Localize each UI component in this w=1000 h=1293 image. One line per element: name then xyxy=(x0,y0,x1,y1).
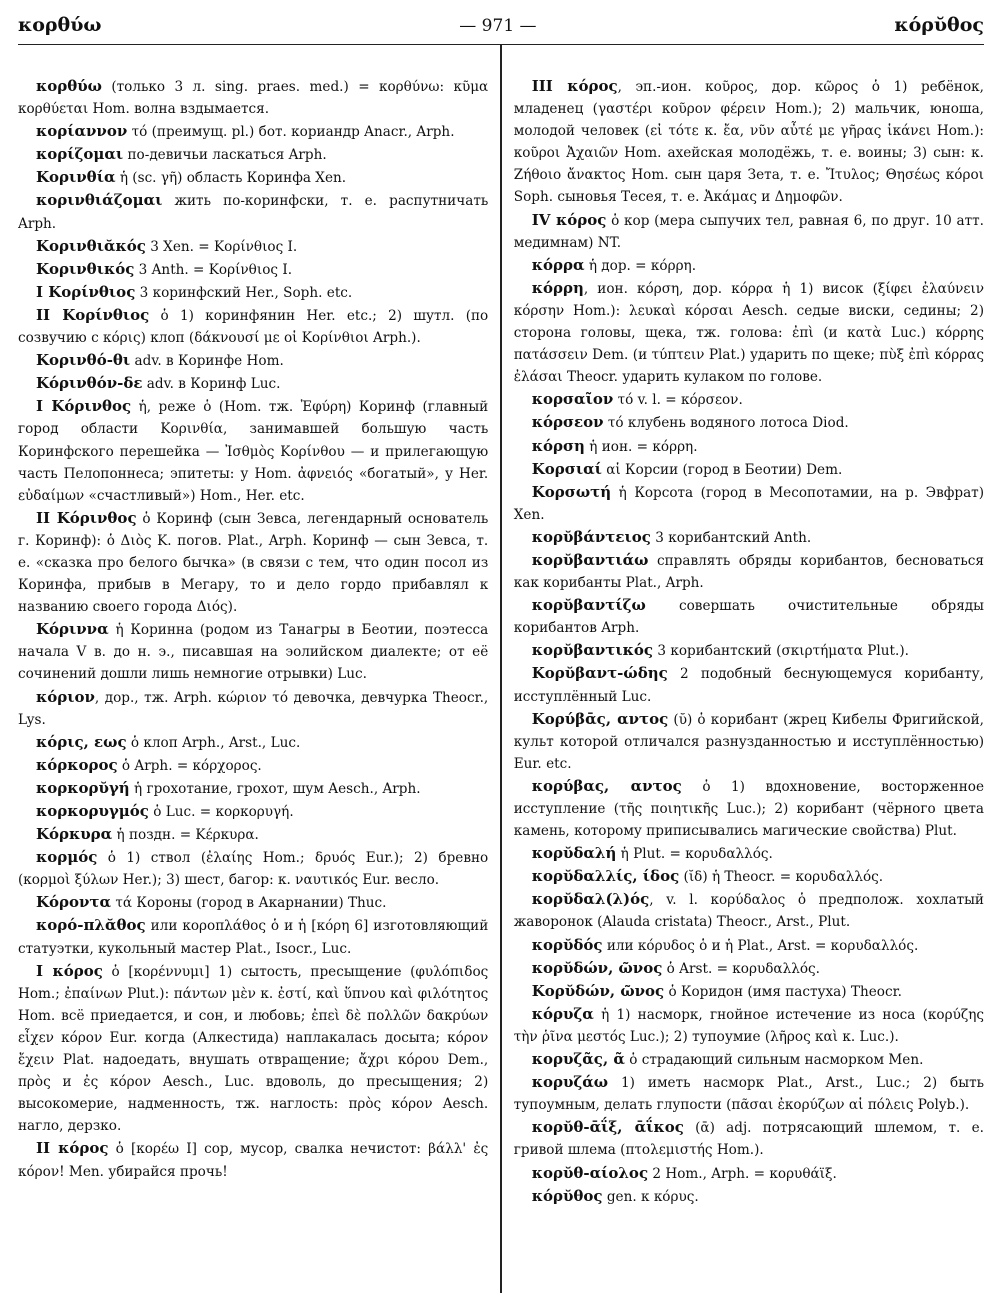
entry-headword: κορκορυγμός xyxy=(36,802,149,820)
entry-headword: κορίζομαι xyxy=(36,145,124,164)
entry-definition: ὁ Arst. = κορυδαλλός. xyxy=(662,960,820,977)
dictionary-entry xyxy=(514,888,984,933)
entry-headword: Κορῠδών, ῶνος xyxy=(531,981,665,1000)
dictionary-entry xyxy=(514,458,984,481)
dictionary-entry xyxy=(514,481,984,526)
entry-definition: ὁ 1) коринфянин Her. etc.; 2) шутл. (по созвучию с κόρις) клоп (δάκνουσί με οἱ Κορίνθιοι Arph.). xyxy=(18,307,489,347)
entry-definition: adv. в Коринф Luc. xyxy=(142,376,281,393)
entry-definition: ὁ 1) ствол (ἐλαίης Hom.; δρυός Eur.); 2) бревно (κορμοὶ ξύλων Her.); 3) шест, багор: κ. ναυτικός Eur. весло. xyxy=(18,850,489,889)
entry-definition: τά Короны (город в Акарнании) Thuc. xyxy=(111,895,387,912)
entry-headword: II Κορίνθιος xyxy=(36,305,150,324)
entry-headword: κορσαῖον xyxy=(531,390,614,409)
dictionary-entry xyxy=(514,1048,984,1071)
entry-headword: Κορινθιᾰκός xyxy=(36,236,146,255)
entry-headword: κόρῠθος xyxy=(531,1186,603,1205)
dictionary-entry xyxy=(514,957,984,980)
entry-headword: κορίαννον xyxy=(36,122,128,141)
entry-headword: Κορινθία xyxy=(36,168,116,187)
entry-headword: Κορσωτή xyxy=(531,482,612,501)
entry-definition: ἡ, реже ὁ (Hom. тж. Ἐφύρη) Коринф (главный город области Κορινθία, занимавшей большую часть Коринфского перешейка — Ἰσθμὸς Κορίνθου — и прилегающую часть Пелопоннеса; эпитеты: у Hom. ἀφνειός «богатый», у Her. εὐδαίμων «счастливый») Hom., Her. etc. xyxy=(18,399,489,504)
entry-definition: ἡ поздн. = Κέρκυρα. xyxy=(112,827,259,844)
entry-definition: или κόρυδος ὁ и ἡ Plat., Arst. = κορυδαλλός. xyxy=(602,937,919,954)
dictionary-entry xyxy=(18,166,488,189)
dictionary-entry xyxy=(514,594,984,639)
entry-headword: Κορινθό-θι xyxy=(36,351,131,370)
page-number: — 971 — xyxy=(459,16,537,36)
entry-definition: 2 Hom., Arph. = κορυθάϊξ. xyxy=(648,1165,837,1182)
entry-headword: κόρρα xyxy=(531,255,585,274)
entry-definition: 3 Xen. = Κορίνθιος I. xyxy=(145,238,298,255)
entry-headword: Κορῠβαντ-ώδης xyxy=(531,664,668,683)
text-columns xyxy=(18,75,984,1293)
entry-headword: κορῠθ-ᾱΐξ, ᾱΐκος xyxy=(531,1118,684,1137)
entry-definition: ὁ [κορέννυμι] 1) сытость, пресыщение (φυλόπιδος Hom.; ἐπαίνων Plut.): πάντων μὲν κ. ἐστί, καὶ ὕπνου καὶ φιλότητος Hom. всё приедается, и сон, и любовь; ἐπεὶ δὲ πολλῶν δακρύων εἶχεν κόρον Eur. когда (Алкестида) наплакалась досыта; κόρον ἔχειν Plat. надоедать, внушать отвращение; ἄχρι κόρου Dem., πρὸς и ἐς κόρον Aesch., Luc. вдоволь, до пресыщения; 2) высокомерие, надменность, тж. наглость: πρὸς κόρον Aesch. нагло, дерзко. xyxy=(18,963,489,1135)
entry-definition: ὁ 1) вдохновение, восторженное исступление (τῆς ποιητικῆς Luc.); 2) корибант (чёрного цвета камень, которому приписывались магические свойства) Plut. xyxy=(513,778,984,840)
dictionary-entry xyxy=(18,372,488,395)
entry-headword: Κόρκυρα xyxy=(36,825,113,844)
entry-headword: Κορινθικός xyxy=(36,259,135,278)
dictionary-entry xyxy=(18,304,488,349)
entry-definition: 1) иметь насморк Plat., Arst., Luc.; 2) быть тупоумным, делать глупости (πᾶσαι ἐκορύζων αἱ πόλεις Polyb.). xyxy=(513,1075,984,1114)
entry-definition: ἡ Коринна (родом из Танагры в Беотии, поэтесса начала V в. до н. э., писавшая на эолийском диалекте; от её сочинений дошли лишь немногие отрывки) Luc. xyxy=(18,622,489,683)
entry-headword: κορινθιάζομαι xyxy=(36,191,163,210)
entry-headword: κορῠθ-αίολος xyxy=(531,1163,649,1182)
entry-definition: adv. в Коринфе Hom. xyxy=(130,353,284,370)
dictionary-entry xyxy=(514,254,984,277)
entry-headword: κορύβας, αντος xyxy=(531,776,682,795)
entry-definition: жить по-коринфски, т. е. распутничать Arph. xyxy=(18,193,489,232)
entry-headword: κορῠβαντιάω xyxy=(531,550,649,569)
dictionary-entry xyxy=(18,235,488,258)
dictionary-entry xyxy=(18,1137,488,1182)
entry-headword: κορῠδαλ(λ)ός xyxy=(531,890,650,909)
dictionary-entry xyxy=(514,1185,984,1208)
dictionary-entry xyxy=(18,800,488,823)
entry-definition: ἡ 1) насморк, гнойное истечение из носа (κορύζης τὴν ῥῖνα μεστός Luc.); 2) тупоумие (λῆρος καὶ κ. Luc.). xyxy=(513,1006,984,1045)
dictionary-entry xyxy=(514,526,984,549)
entry-definition: ὁ кор (мера сыпучих тел, равная 6, по друг. 10 атт. медимнам) NT. xyxy=(513,212,984,251)
entry-definition: 3 Anth. = Κορίνθιος I. xyxy=(134,261,293,278)
dictionary-entry xyxy=(514,1003,984,1048)
entry-definition: ὁ клоп Arph., Arst., Luc. xyxy=(126,734,301,751)
dictionary-entry xyxy=(514,1116,984,1161)
entry-definition: ὁ [κορέω I] сор, мусор, свалка нечистот: βάλλ' ἐς κόρον! Men. убирайся прочь! xyxy=(18,1141,489,1180)
dictionary-entry xyxy=(18,823,488,846)
running-head-left: κορθύω xyxy=(18,14,102,36)
entry-definition: ὁ Arph. = κόρχορος. xyxy=(117,757,262,774)
dictionary-entry xyxy=(18,754,488,777)
entry-definition: совершать очистительные обряды корибантов Arph. xyxy=(513,598,984,637)
dictionary-entry xyxy=(514,549,984,594)
entry-definition: ὁ Коринф (сын Зевса, легендарный основатель г. Коринф): ὁ Διὸς Κ. погов. Plat., Arph. Коринф — сын Зевса, т. е. «сказка про белого бычка» (в связи с тем, что один посол из Коринфа, прибыв в Мегару, то и дело гордо прибавлял к названию своего города Διός). xyxy=(18,510,489,616)
entry-headword: κορῠδαλλίς, ίδος xyxy=(531,867,680,886)
entry-definition: 3 корибантский (σκιρτήματα Plut.). xyxy=(653,643,909,660)
entry-headword: IV κόρος xyxy=(531,210,607,229)
entry-headword: Κόροντα xyxy=(36,893,112,912)
entry-definition: справлять обряды корибантов, бесноваться как корибанты Plat., Arph. xyxy=(513,552,984,592)
entry-definition: ἡ грохотание, грохот, шум Aesch., Arph. xyxy=(129,780,421,797)
entry-headword: III κόρος xyxy=(531,77,618,95)
entry-definition: (ῠ) ὁ корибант (жрец Кибелы Фригийской, культ которой отличался разнузданностью и исступлённостью) Eur. etc. xyxy=(513,711,984,772)
entry-headword: κόρρη xyxy=(531,278,584,297)
entry-definition: 3 корибантский Anth. xyxy=(650,529,812,546)
dictionary-entry xyxy=(18,618,488,685)
entry-definition: ὁ Luc. = κορκορυγή. xyxy=(148,804,294,820)
entry-headword: κόριον xyxy=(36,687,95,706)
entry-definition: αἱ Корсии (город в Беотии) Dem. xyxy=(601,461,843,478)
entry-definition: ὁ страдающий сильным насморком Men. xyxy=(624,1052,924,1069)
dictionary-entry xyxy=(18,686,488,731)
entry-headword: κορυζάω xyxy=(531,1073,609,1092)
dictionary-entry xyxy=(514,865,984,888)
dictionary-entry xyxy=(514,842,984,865)
entry-headword: κορῠβάντειος xyxy=(531,527,651,546)
entry-headword: κόρκορος xyxy=(36,755,118,774)
dictionary-entry xyxy=(18,914,488,959)
running-head-right: κόρῠθος xyxy=(894,14,984,36)
dictionary-entry xyxy=(514,708,984,775)
entry-headword: κορκορῠγή xyxy=(36,778,130,797)
entry-definition: τό клубень водяного лотоса Diod. xyxy=(603,415,849,432)
entry-headword: Κόρινθόν-δε xyxy=(36,374,143,393)
entry-definition: (ῐδ) ἡ Theocr. = κορυδαλλός. xyxy=(679,869,884,886)
entry-definition: τό v. l. = κόρσεον. xyxy=(613,392,743,409)
entry-headword: I Κορίνθιος xyxy=(36,282,136,301)
entry-headword: κόρσεον xyxy=(531,413,604,432)
entry-headword: Κορύβᾱς, αντος xyxy=(531,709,669,728)
dictionary-entry xyxy=(18,281,488,304)
entry-headword: κορῠδών, ῶνος xyxy=(531,958,663,977)
dictionary-entry xyxy=(514,934,984,957)
entry-headword: κορθύω xyxy=(36,77,102,95)
entry-headword: Κορσιαί xyxy=(531,459,602,478)
entry-headword: II κόρος xyxy=(36,1139,109,1158)
entry-definition: , эп.-ион. κοῦρος, дор. κῶρος ὁ 1) ребёнок, младенец (γαστέρι κοῦρον φέρειν Hom.); 2) мальчик, юноша, молодой человек (εἰ τότε κ. ἔα, νῦν αὖτέ με γῆρας ἱκάνει Hom.): κοῦροι Ἀχαιῶν Hom. ахейская молодёжь, т. е. воины; 3) сын: κ. Ζήθοιο ἄνακτος Hom. сын царя Зета, т. е. Ἴτυλος; Θησέως κόροι Soph. сыновья Тесея, т. е. Ἀκάμας и Δημοφῶν. xyxy=(513,79,984,206)
entry-definition: (только 3 л. sing. praes. med.) = κορθύνω: κῦμα κορθύεται Hom. волна вздымается. xyxy=(18,79,489,118)
entry-definition: (ᾱ) adj. потрясающий шлемом, т. е. гривой шлема (πτολεμιστής Hom.). xyxy=(513,1120,984,1159)
entry-headword: I κόρος xyxy=(36,961,103,980)
entry-definition: или κοροπλάθος ὁ и ἡ [κόρη 6] изготовляющий статуэтки, кукольный мастер Plat., Isocr., Luc. xyxy=(18,918,489,957)
dictionary-entry xyxy=(514,209,984,254)
dictionary-entry xyxy=(18,189,488,234)
dictionary-entry xyxy=(18,891,488,914)
entry-headword: κορυζᾶς, ᾶ xyxy=(531,1050,625,1069)
entry-headword: κορῠβαντικός xyxy=(531,641,654,660)
dictionary-entry xyxy=(514,388,984,411)
dictionary-entry xyxy=(514,1162,984,1185)
dictionary-entry xyxy=(18,258,488,281)
dictionary-entry xyxy=(514,639,984,662)
dictionary-entry xyxy=(18,349,488,372)
left-column xyxy=(18,75,500,1293)
dictionary-entry xyxy=(18,846,488,891)
entry-headword: κορῠδαλή xyxy=(531,844,617,863)
entry-definition: ἡ ион. = κόρρη. xyxy=(584,438,698,455)
dictionary-entry xyxy=(18,507,488,618)
entry-headword: κορῠβαντίζω xyxy=(531,596,646,615)
dictionary-entry xyxy=(514,1071,984,1116)
page-header xyxy=(18,14,984,45)
entry-definition: gen. к κόρυς. xyxy=(602,1188,699,1205)
entry-definition: , ион. κόρση, дор. κόρρα ἡ 1) висок (ξίφει ἐλαύνειν κόρσην Hom.): λευκαὶ κόρσαι Aesch. седые виски, седины; 2) сторона головы, щека, тж. голова: ἐπὶ (и κατὰ Luc.) κόρρης πατάσσειν Dem. (и τύπτειν Plat.) ударить по щеке; πὺξ ἐπὶ κόρρας ἐλάσαι Theocr. ударить кулаком по голове. xyxy=(513,280,984,386)
dictionary-entry xyxy=(18,777,488,800)
entry-headword: I Κόρινθος xyxy=(36,397,132,416)
dictionary-entry xyxy=(514,980,984,1003)
entry-headword: κορό-πλᾰθος xyxy=(36,916,146,935)
entry-definition: 3 коринфский Her., Soph. etc. xyxy=(135,284,353,301)
entry-headword: κόρση xyxy=(531,436,585,455)
entry-headword: κόρυζα xyxy=(531,1004,594,1023)
entry-definition: ἡ (sc. γῆ) область Коринфа Xen. xyxy=(115,170,347,187)
entry-definition: , дор., тж. Arph. κώριον τό девочка, девчурка Theocr., Lys. xyxy=(18,689,489,728)
dictionary-entry xyxy=(514,435,984,458)
dictionary-entry xyxy=(18,395,488,506)
entry-definition: τό (преимущ. pl.) бот. кориандр Anacr., Arph. xyxy=(127,124,455,141)
entry-definition: 2 подобный беснующемуся корибанту, исступлённый Luc. xyxy=(513,666,984,705)
entry-definition: ὁ Коридон (имя пастуха) Theocr. xyxy=(664,983,902,1000)
entry-definition: по-девичьи ласкаться Arph. xyxy=(123,147,327,164)
dictionary-entry xyxy=(18,75,488,120)
entry-headword: Κόριννα xyxy=(36,620,109,639)
dictionary-entry xyxy=(514,662,984,707)
dictionary-entry xyxy=(514,277,984,388)
dictionary-entry xyxy=(18,731,488,754)
entry-headword: κορμός xyxy=(36,848,98,867)
dictionary-entry xyxy=(18,120,488,143)
entry-definition: ἡ Plut. = κορυδαλλός. xyxy=(616,846,773,863)
entry-headword: κορῠδός xyxy=(531,935,603,954)
dictionary-entry xyxy=(18,960,488,1138)
dictionary-entry xyxy=(514,775,984,842)
entry-definition: , v. l. κορύδαλος ὁ предполож. хохлатый жаворонок (Alauda cristata) Theocr., Arst., Plut. xyxy=(513,892,984,931)
entry-headword: κόρις, εως xyxy=(36,732,127,751)
dictionary-entry xyxy=(514,75,984,209)
right-column xyxy=(502,75,984,1293)
dictionary-entry xyxy=(18,143,488,166)
dictionary-entry xyxy=(514,411,984,434)
entry-headword: II Κόρινθος xyxy=(36,508,137,527)
entry-definition: ἡ Корсота (город в Месопотамии, на р. Эвфрат) Xen. xyxy=(513,484,984,523)
entry-definition: ἡ дор. = κόρρη. xyxy=(584,257,697,274)
